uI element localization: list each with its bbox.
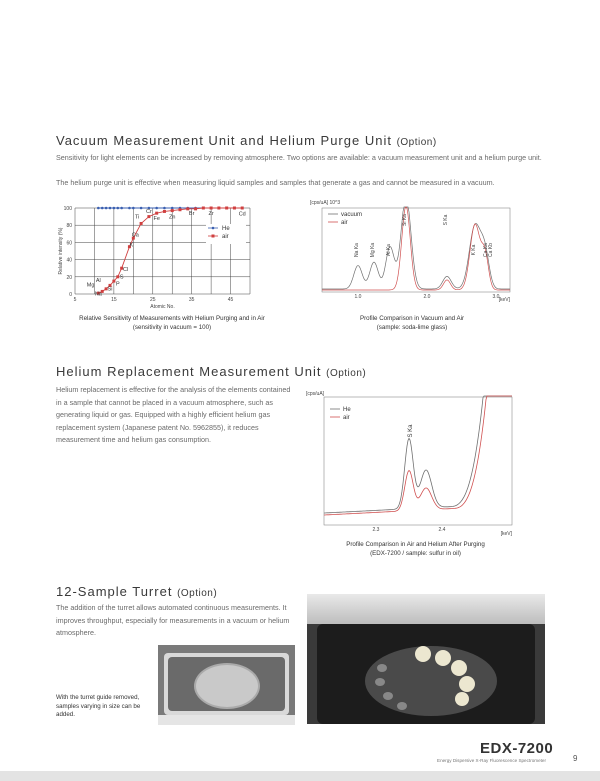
- series-line-air: [324, 396, 512, 515]
- air-point: [116, 275, 119, 278]
- y-unit-label: [cps/uA]: [306, 391, 325, 397]
- element-label: Mg: [86, 282, 95, 289]
- element-label: Br: [188, 210, 195, 217]
- he-point: [163, 207, 166, 210]
- air-point: [171, 209, 174, 212]
- peak-label: Al Ka: [386, 244, 392, 256]
- air-point: [233, 207, 236, 210]
- y-tick-label: 100: [63, 206, 72, 212]
- x-tick-label: 2.0: [423, 294, 431, 300]
- x-tick-label: 45: [227, 297, 234, 303]
- option-tag: (Option): [326, 368, 367, 379]
- air-point: [210, 207, 213, 210]
- page-number: 9: [573, 754, 578, 763]
- chart3-caption-line1: Profile Comparison in Air and Helium After Purging: [346, 541, 485, 548]
- y-unit-label: [cps/uA] 10^3: [310, 200, 341, 206]
- section-title-vacuum: [56, 133, 437, 148]
- x-tick-label: 2.3: [372, 527, 380, 533]
- x-tick-label: 1.0: [354, 294, 362, 300]
- section-title-text: 12-Sample Turret: [56, 584, 173, 599]
- element-label: Zn: [169, 214, 176, 221]
- profile-vacuum-air-chart: [310, 198, 515, 310]
- element-label: Si: [107, 286, 113, 293]
- element-label: Cl: [122, 266, 129, 273]
- air-point: [194, 207, 197, 210]
- x-tick-label: 35: [188, 297, 195, 303]
- x-tick-label: 25: [149, 297, 156, 303]
- peak-label: S Ka: [443, 214, 449, 226]
- plot-frame: [322, 208, 510, 292]
- he-point: [155, 207, 158, 210]
- element-label: P: [115, 281, 120, 288]
- x-tick-label: 5: [73, 297, 77, 303]
- peak-label: Na Ka: [354, 243, 360, 257]
- legend-marker: [212, 235, 215, 238]
- chart1-caption-line1: Relative Sensitivity of Measurements with Helium Purging and in Air: [79, 315, 265, 322]
- y-tick-label: 0: [69, 292, 72, 298]
- air-point: [202, 207, 205, 210]
- chart3-plot: [306, 391, 513, 537]
- section3-paragraph: The addition of the turret allows automated continuous measurements. It improves throughput, especially for measurements in a vacuum or helium atmosphere.: [56, 603, 290, 637]
- element-label: Cd: [238, 211, 246, 218]
- chart1-caption-line2: (sensitivity in vacuum = 100): [132, 323, 212, 331]
- section-title-helium-replacement: [56, 364, 366, 379]
- legend-label-He: He: [343, 407, 351, 413]
- peak-label: Ca Kb: [488, 243, 494, 257]
- chart2-caption: [322, 315, 502, 332]
- he-point: [171, 207, 174, 210]
- y-tick-label: 80: [66, 223, 72, 230]
- he-point: [140, 207, 143, 210]
- footer-product-name: EDX-7200: [480, 740, 554, 757]
- he-point: [97, 207, 100, 210]
- legend-label-He: He: [222, 226, 230, 232]
- series-line-vacuum: [322, 207, 510, 289]
- turret-photo-caption: With the turret guide removed, samples varying in size can be added.: [56, 694, 141, 719]
- chart3-caption-line2: (EDX-7200 / sample: sulfur in oil): [370, 549, 461, 557]
- section-title-text: Helium Replacement Measurement Unit: [56, 364, 322, 379]
- section-title-text: Vacuum Measurement Unit and Helium Purge Unit: [56, 133, 392, 148]
- y-tick-label: 40: [66, 257, 72, 264]
- peak-label: Si Ka: [402, 214, 408, 226]
- element-label: S: [119, 274, 124, 281]
- peak-label: S Ka: [408, 424, 414, 438]
- relative-sensitivity-chart: [55, 198, 255, 316]
- peak-label: K Ka: [471, 244, 477, 256]
- peak-label: Mg Ka: [370, 242, 376, 258]
- chart2-caption-line2: (sample: soda-lime glass): [376, 323, 448, 331]
- air-point: [179, 208, 182, 211]
- option-tag: (Option): [396, 137, 437, 148]
- air-point: [112, 280, 115, 283]
- element-label: Cr: [145, 209, 152, 216]
- legend-label-air: air: [343, 415, 350, 421]
- peak-label: Ca Ka: [483, 243, 489, 257]
- element-label: K: [129, 242, 134, 249]
- air-point: [140, 222, 143, 225]
- legend-label-air: air: [222, 234, 229, 240]
- footer-bar: [0, 771, 600, 781]
- y-tick-label: 60: [66, 240, 72, 247]
- chart1-plot: [58, 206, 250, 310]
- legend-label-vacuum: vacuum: [341, 212, 363, 218]
- x-unit-label: [keV]: [500, 531, 512, 537]
- element-label: Fe: [153, 216, 160, 223]
- legend-label-air: air: [341, 220, 348, 226]
- x-tick-label: 2.4: [438, 527, 446, 533]
- he-point: [120, 207, 123, 210]
- chart2-plot: [310, 200, 511, 303]
- element-label: Ti: [135, 214, 140, 221]
- y-tick-label: 20: [66, 274, 72, 281]
- air-point: [241, 207, 244, 210]
- element-label: Na: [94, 291, 102, 298]
- y-axis-label: Relative intensity (%): [58, 227, 64, 275]
- section1-paragraph1: Sensitivity for light elements can be increased by removing atmosphere. Two options are available: a vacuum measurement unit and a helium purge unit.: [56, 153, 542, 162]
- turret-photo: [307, 594, 545, 724]
- he-point: [109, 207, 112, 210]
- element-label: Al: [95, 277, 101, 284]
- section2-paragraph: Helium replacement is effective for the analysis of the elements contained in a sample that cannot be placed in a vacuum atmosphere, such as generating liquid or gas. Equipped with a highly efficient helium gas replacement system (Japanese patent No. 5962855), it reduces measurement time and helium gas consumption.: [56, 385, 291, 444]
- air-point: [147, 215, 150, 218]
- air-point: [217, 207, 220, 210]
- he-point: [101, 207, 104, 210]
- section-title-turret: [56, 584, 217, 599]
- x-axis-label: Atomic No.: [150, 304, 175, 310]
- chart3-caption: [318, 541, 513, 558]
- he-point: [128, 207, 131, 210]
- element-label: Zr: [208, 210, 214, 217]
- section1-paragraph2: The helium purge unit is effective when measuring liquid samples and samples that generate a gas and cannot be measured in a vacuum.: [56, 178, 495, 187]
- chart2-caption-line1: Profile Comparison in Vacuum and Air: [359, 315, 465, 322]
- series-line-He: [324, 396, 512, 513]
- profile-air-helium-chart: [304, 387, 516, 537]
- option-tag: (Option): [177, 588, 218, 599]
- air-point: [155, 212, 158, 215]
- he-point: [113, 207, 116, 210]
- turret-guide-photo: [158, 645, 295, 725]
- footer-product-subtitle: Energy Dispersive X-Ray Fluorescence Spectrometer: [437, 758, 547, 763]
- he-point: [132, 207, 135, 210]
- air-point: [163, 210, 166, 213]
- element-label: Ca: [131, 232, 139, 239]
- x-tick-label: 3.0: [492, 294, 500, 300]
- legend-marker: [212, 227, 215, 230]
- air-point: [225, 207, 228, 210]
- x-tick-label: 15: [111, 297, 117, 303]
- he-point: [116, 207, 119, 210]
- he-point: [105, 207, 108, 210]
- x-unit-label: [keV]: [498, 297, 510, 303]
- chart1-caption: [52, 315, 292, 332]
